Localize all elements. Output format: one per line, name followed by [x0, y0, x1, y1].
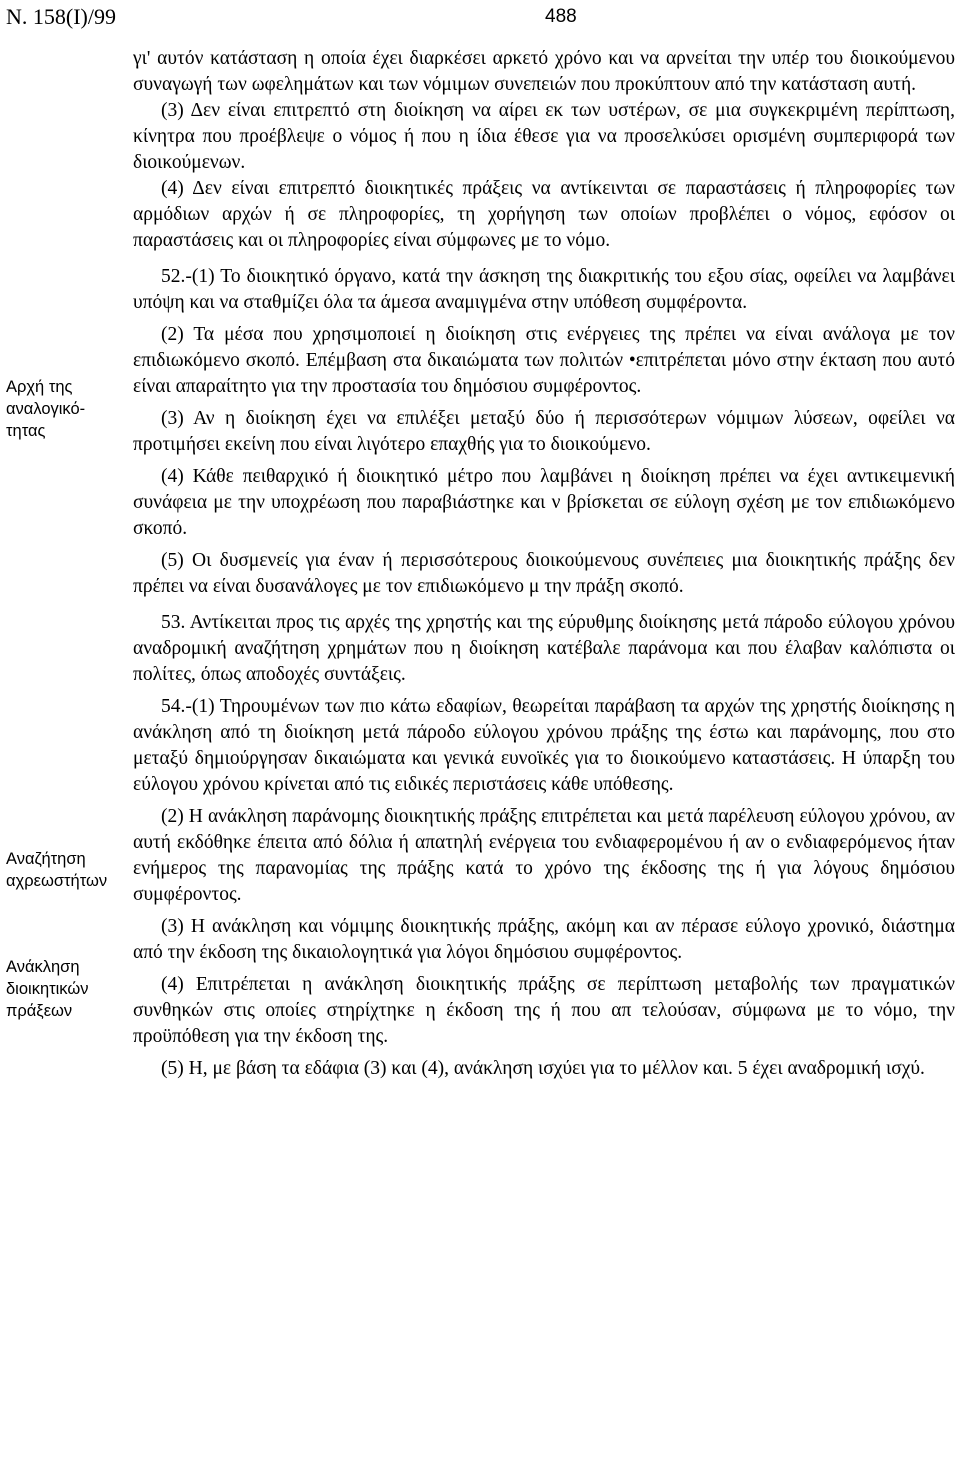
margin-note-proportionality: Αρχή της αναλογικό- τητας [6, 378, 86, 440]
paragraph: γι' αυτόν κατάσταση η οποία έχει διαρκέσει αρκετό χρόνο και να αρνείται την υπέρ του διοικούμενου συναγωγή των ωφελημάτων και των νόμιμων συνεπειών που προκύπτουν από την κατάσταση αυτή. [133, 48, 955, 95]
paragraph: (2) Τα μέσα που χρησιμοποιεί η διοίκηση στις ενέργειες της πρέπει να είναι ανάλογα με τον επιδιωκόμενο σκοπό. Επέμβαση στα δικαιώματα των πολιτών •επιτρέπεται μόνο στην έκταση που αυτό είναι απαραίτητο για την προστασία του δημόσιου συμφέροντος. [133, 324, 955, 397]
paragraph: (3) Δεν είναι επιτρεπτό στη διοίκηση να αίρει εκ των υστέρων, σε μια συγκεκριμένη περίπτωση, κίνητρα που προέβλεψε ο νόμος ή που η ίδια έθεσε για να προσελκύσει ορισμένη συμπεριφορά των διοικούμενων. [133, 100, 955, 173]
paragraph: (4) Δεν είναι επιτρεπτό διοικητικές πράξεις να αντίκεινται σε παραστάσεις ή πληροφορίες των αρμόδιων αρχών ή σε πληροφορίες, τη χορήγηση των οποίων προβλέπει ο νόμος, εφόσον οι παραστάσεις και οι πληροφορίες είναι σύμφωνες με το νόμο. [133, 178, 955, 251]
paragraph: (3) Αν η διοίκηση έχει να επιλέξει μεταξύ δύο ή περισσότερων νόμιμων λύσεων, οφείλει να προτιμήσει εκείνη που είναι λιγότερο επαχθής για το διοικούμενο. [133, 408, 955, 455]
article-54-paragraph-1: 54.-(1) Τηρουμένων των πιο κάτω εδαφίων, θεωρείται παράβαση τα αρχών της χρηστής διοίκησης η ανάκληση από τη διοίκηση μετά πάροδο εύλογου χρόνου πράξης της έστω και παράνομης, που στο μεταξύ δημιούργησαν δικαιώματα και γενικά ευνοϊκές για το διοικούμενο καταστάσεις. Η ύπαρξη του εύλογου χρόνου κρίνεται από τις ειδικές περιστάσεις κάθε υπόθεσης. [133, 696, 955, 795]
margin-note-unowed-recovery: Αναζήτηση αχρεωστήτων [6, 850, 108, 890]
paragraph: (4) Κάθε πειθαρχικό ή διοικητικό μέτρο που λαμβάνει η διοίκηση πρέπει να έχει αντικειμενική συνάφεια με την υποχρέωση που παραβιάστηκε και ν βρίσκεται σε εύλογη σχέση με τον επιδιωκόμενο σκοπό. [133, 466, 955, 539]
page-number: 488 [545, 6, 577, 27]
paragraph: (3) Η ανάκληση και νόμιμης διοικητικής πράξης, ακόμη και αν πέρασε εύλογο χρονικό, διάστημα από την έκδοση της δικαιολογητικά για λόγοι δημόσιου συμφέροντος. [133, 916, 955, 963]
margin-note-revocation: Ανάκληση διοικητικών πράξεων [6, 958, 89, 1020]
paragraph: (2) Η ανάκληση παράνομης διοικητικής πράξης επιτρέπεται και μετά παρέλευση εύλογου χρόνου, αν αυτή εκδόθηκε έπειτα από δόλια ή απατηλή ενέργεια του ενδιαφερομένου ή αν ο ενδιαφερόμενος ήταν ενήμερος της παρανομίας της πράξης κατά το χρόνο της έκδοσης της ή για λόγους δημόσιου συμφέροντος. [133, 806, 955, 905]
paragraph: (5) Η, με βάση τα εδάφια (3) και (4), ανάκληση ισχύει για το μέλλον και. 5 έχει αναδρομική ισχύ. [161, 1058, 925, 1079]
article-52-paragraph-1: 52.-(1) Το διοικητικό όργανο, κατά την άσκηση της διακριτικής του εξου σίας, οφείλει να λαμβάνει υπόψη και να σταθμίζει όλα τα άμεσα αναμιγμένα στην υπόθεση συμφέροντα. [133, 266, 955, 313]
law-number: Ν. 158(Ι)/99 [6, 4, 116, 29]
paragraph: (5) Οι δυσμενείς για έναν ή περισσότερους διοικούμενους συνέπειες μια διοικητικής πράξης δεν πρέπει να είναι δυσανάλογες με τον επιδιωκόμενο μ την πράξη σκοπό. [133, 550, 955, 597]
article-53: 53. Αντίκειται προς τις αρχές της χρηστής και της εύρυθμης διοίκησης μετά πάροδο εύλογου χρόνου αναδρομική αναζήτηση χρημάτων που η διοίκηση κατέβαλε παράνομα και που έλαβαν καλόπιστα οι πολίτες, όπως αποδοχές συντάξεις. [133, 612, 955, 685]
main-text [133, 46, 955, 1082]
paragraph: (4) Επιτρέπεται η ανάκληση διοικητικής πράξης σε περίπτωση μεταβολής των πραγματικών συνθηκών στις οποίες στηρίχτηκε η έκδοση της ή που απ τελούσαν, σύμφωνα με το νόμο, την προϋπόθεση για την έκδοση της. [133, 974, 955, 1047]
